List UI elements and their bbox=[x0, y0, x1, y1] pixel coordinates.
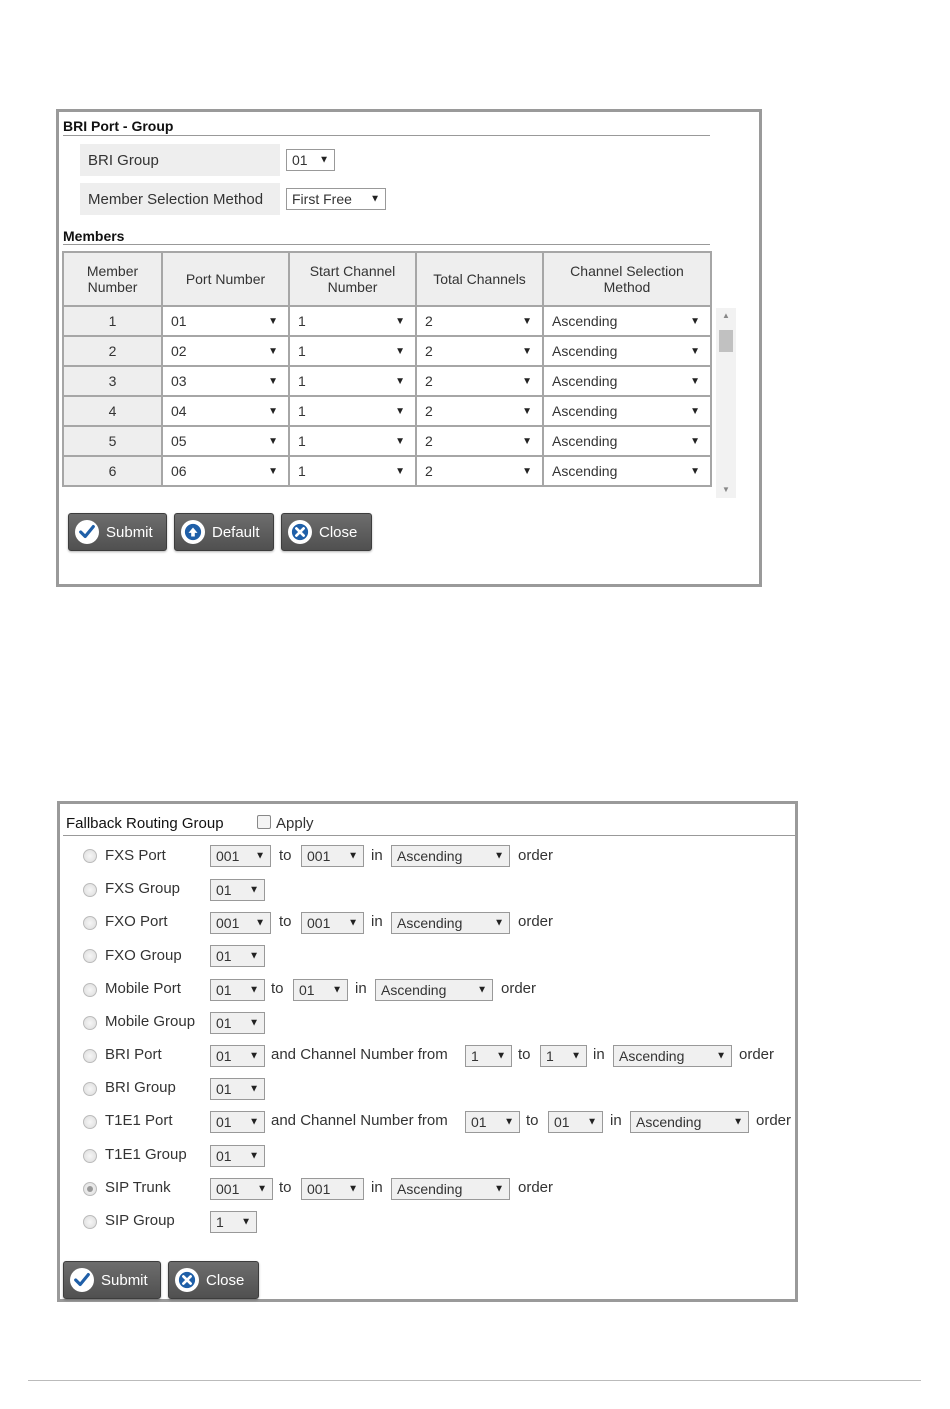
dropdown-arrow-icon: ▼ bbox=[690, 375, 700, 387]
fallback-close-label: Close bbox=[206, 1271, 245, 1289]
bri-channel-to-value: 1 bbox=[546, 1048, 554, 1064]
members-title: Members bbox=[63, 228, 125, 244]
port-value: 01 bbox=[171, 313, 187, 329]
dropdown-arrow-icon: ▼ bbox=[249, 1116, 259, 1128]
mobile-group-label: Mobile Group bbox=[105, 1013, 196, 1030]
table-row bbox=[63, 336, 711, 366]
dropdown-arrow-icon: ▼ bbox=[395, 375, 405, 387]
fxo-port-to-value: 001 bbox=[307, 915, 331, 931]
member-selection-select[interactable] bbox=[286, 188, 386, 210]
channel-method-select[interactable] bbox=[543, 456, 711, 486]
dropdown-arrow-icon: ▼ bbox=[249, 1083, 259, 1095]
table-row bbox=[63, 366, 711, 396]
fxs-group-value: 01 bbox=[216, 882, 232, 898]
submit-label: Submit bbox=[106, 523, 153, 541]
t1e1-channel-from-select[interactable] bbox=[465, 1111, 520, 1133]
dropdown-arrow-icon: ▼ bbox=[690, 345, 700, 357]
start-channel-select[interactable] bbox=[289, 366, 416, 396]
total-channels-select[interactable] bbox=[416, 336, 543, 366]
mobile-port-radio[interactable] bbox=[83, 983, 97, 997]
dropdown-arrow-icon: ▼ bbox=[522, 405, 532, 417]
mobile-port-order-select[interactable] bbox=[375, 979, 493, 1001]
bri-group-value-2: 01 bbox=[216, 1081, 232, 1097]
bri-channel-to-select[interactable] bbox=[540, 1045, 587, 1067]
t1e1-group-label: T1E1 Group bbox=[105, 1146, 187, 1163]
fxo-group-radio[interactable] bbox=[83, 949, 97, 963]
order-text: order bbox=[756, 1112, 792, 1129]
and-channel-text: and Channel Number from bbox=[271, 1046, 448, 1063]
bri-group-label: BRI Group bbox=[80, 144, 280, 176]
and-channel-text: and Channel Number from bbox=[271, 1112, 448, 1129]
bri-group-value: 01 bbox=[292, 152, 308, 168]
start-channel-select[interactable] bbox=[289, 336, 416, 366]
dropdown-arrow-icon: ▼ bbox=[241, 1216, 251, 1228]
sip-trunk-order-value: Ascending bbox=[397, 1181, 463, 1197]
bri-group-select-2[interactable] bbox=[210, 1078, 265, 1100]
dropdown-arrow-icon: ▼ bbox=[348, 850, 358, 862]
sip-group-value: 1 bbox=[216, 1214, 224, 1230]
fxo-port-from-value: 001 bbox=[216, 915, 240, 931]
method-value: Ascending bbox=[552, 313, 618, 329]
dropdown-arrow-icon: ▼ bbox=[522, 345, 532, 357]
mobile-group-select[interactable] bbox=[210, 1012, 265, 1034]
start-value: 1 bbox=[298, 343, 306, 359]
dropdown-arrow-icon: ▼ bbox=[249, 984, 259, 996]
dropdown-arrow-icon: ▼ bbox=[249, 1150, 259, 1162]
t1e1-port-order-select[interactable] bbox=[630, 1111, 749, 1133]
dropdown-arrow-icon: ▼ bbox=[249, 950, 259, 962]
in-text: in bbox=[371, 913, 383, 930]
mobile-port-from-value: 01 bbox=[216, 982, 232, 998]
default-icon bbox=[181, 520, 205, 544]
close-button[interactable] bbox=[281, 513, 372, 551]
channel-method-select[interactable] bbox=[543, 396, 711, 426]
dropdown-arrow-icon: ▼ bbox=[522, 465, 532, 477]
order-text: order bbox=[739, 1046, 775, 1063]
fxo-group-select[interactable] bbox=[210, 945, 265, 967]
dropdown-arrow-icon: ▼ bbox=[319, 154, 329, 166]
bri-port-order-select[interactable] bbox=[613, 1045, 732, 1067]
fallback-submit-label: Submit bbox=[101, 1271, 148, 1289]
total-value: 2 bbox=[425, 313, 433, 329]
member-number: 4 bbox=[63, 396, 162, 426]
order-text: order bbox=[518, 913, 554, 930]
dropdown-arrow-icon: ▼ bbox=[255, 850, 265, 862]
dropdown-arrow-icon: ▼ bbox=[494, 1183, 504, 1195]
fxs-port-radio[interactable] bbox=[83, 849, 97, 863]
scroll-up-icon[interactable]: ▲ bbox=[722, 311, 730, 320]
t1e1-port-order-value: Ascending bbox=[636, 1114, 702, 1130]
dropdown-arrow-icon: ▼ bbox=[370, 193, 380, 205]
fallback-submit-button[interactable] bbox=[63, 1261, 161, 1299]
fallback-divider bbox=[63, 835, 795, 836]
member-number: 2 bbox=[63, 336, 162, 366]
port-select[interactable] bbox=[162, 366, 289, 396]
bri-port-group-panel bbox=[56, 109, 762, 587]
dropdown-arrow-icon: ▼ bbox=[690, 315, 700, 327]
in-text: in bbox=[593, 1046, 605, 1063]
t1e1-channel-to-value: 01 bbox=[554, 1114, 570, 1130]
member-number: 6 bbox=[63, 456, 162, 486]
dropdown-arrow-icon: ▼ bbox=[494, 850, 504, 862]
col-member-number: Member Number bbox=[63, 252, 162, 306]
dropdown-arrow-icon: ▼ bbox=[249, 1017, 259, 1029]
in-text: in bbox=[371, 847, 383, 864]
method-value: Ascending bbox=[552, 403, 618, 419]
method-value: Ascending bbox=[552, 343, 618, 359]
member-number: 3 bbox=[63, 366, 162, 396]
start-channel-select[interactable] bbox=[289, 426, 416, 456]
dropdown-arrow-icon: ▼ bbox=[268, 375, 278, 387]
check-icon bbox=[70, 1268, 94, 1292]
dropdown-arrow-icon: ▼ bbox=[477, 984, 487, 996]
fxs-port-order-value: Ascending bbox=[397, 848, 463, 864]
dropdown-arrow-icon: ▼ bbox=[733, 1116, 743, 1128]
check-icon bbox=[75, 520, 99, 544]
fxs-port-from-select[interactable] bbox=[210, 845, 271, 867]
port-select[interactable] bbox=[162, 456, 289, 486]
close-icon bbox=[288, 520, 312, 544]
sip-group-select[interactable] bbox=[210, 1211, 257, 1233]
dropdown-arrow-icon: ▼ bbox=[496, 1050, 506, 1062]
apply-label: Apply bbox=[276, 815, 314, 832]
port-value: 06 bbox=[171, 463, 187, 479]
scroll-down-icon[interactable]: ▼ bbox=[722, 485, 730, 494]
port-select[interactable] bbox=[162, 396, 289, 426]
mobile-port-to-value: 01 bbox=[299, 982, 315, 998]
page-footer-rule bbox=[28, 1380, 921, 1381]
dropdown-arrow-icon: ▼ bbox=[249, 1050, 259, 1062]
fxs-port-to-value: 001 bbox=[307, 848, 331, 864]
dropdown-arrow-icon: ▼ bbox=[571, 1050, 581, 1062]
order-text: order bbox=[518, 847, 554, 864]
total-value: 2 bbox=[425, 433, 433, 449]
bri-port-order-value: Ascending bbox=[619, 1048, 685, 1064]
fxo-port-to-select[interactable] bbox=[301, 912, 364, 934]
start-value: 1 bbox=[298, 373, 306, 389]
bri-port-group-title: BRI Port - Group bbox=[63, 118, 174, 134]
dropdown-arrow-icon: ▼ bbox=[268, 405, 278, 417]
bri-port-label: BRI Port bbox=[105, 1046, 162, 1063]
members-divider bbox=[63, 244, 710, 245]
method-value: Ascending bbox=[552, 373, 618, 389]
fxs-port-order-select[interactable] bbox=[391, 845, 510, 867]
fxo-port-order-value: Ascending bbox=[397, 915, 463, 931]
fxo-port-radio[interactable] bbox=[83, 916, 97, 930]
start-value: 1 bbox=[298, 433, 306, 449]
total-channels-select[interactable] bbox=[416, 426, 543, 456]
fallback-routing-panel bbox=[57, 801, 798, 1302]
member-selection-value: First Free bbox=[292, 191, 352, 207]
method-value: Ascending bbox=[552, 433, 618, 449]
default-label: Default bbox=[212, 523, 260, 541]
members-scrollbar[interactable] bbox=[716, 308, 736, 498]
start-channel-select[interactable] bbox=[289, 456, 416, 486]
t1e1-channel-from-value: 01 bbox=[471, 1114, 487, 1130]
member-selection-label: Member Selection Method bbox=[80, 183, 280, 215]
table-row bbox=[63, 426, 711, 456]
t1e1-group-radio[interactable] bbox=[83, 1149, 97, 1163]
dropdown-arrow-icon: ▼ bbox=[504, 1116, 514, 1128]
channel-method-select[interactable] bbox=[543, 306, 711, 336]
bri-channel-from-select[interactable] bbox=[465, 1045, 512, 1067]
order-text: order bbox=[501, 980, 537, 997]
dropdown-arrow-icon: ▼ bbox=[395, 315, 405, 327]
fxo-port-label: FXO Port bbox=[105, 913, 168, 930]
sip-trunk-to-select[interactable] bbox=[301, 1178, 364, 1200]
port-select[interactable] bbox=[162, 336, 289, 366]
fallback-title: Fallback Routing Group bbox=[66, 815, 224, 832]
dropdown-arrow-icon: ▼ bbox=[255, 917, 265, 929]
method-value: Ascending bbox=[552, 463, 618, 479]
fxs-group-label: FXS Group bbox=[105, 880, 181, 897]
dropdown-arrow-icon: ▼ bbox=[268, 315, 278, 327]
dropdown-arrow-icon: ▼ bbox=[522, 315, 532, 327]
bri-group-radio[interactable] bbox=[83, 1082, 97, 1096]
to-text: to bbox=[279, 1179, 292, 1196]
port-select[interactable] bbox=[162, 306, 289, 336]
bri-group-label-2: BRI Group bbox=[105, 1079, 176, 1096]
in-text: in bbox=[355, 980, 367, 997]
mobile-port-label: Mobile Port bbox=[105, 980, 181, 997]
fxs-port-to-select[interactable] bbox=[301, 845, 364, 867]
mobile-port-from-select[interactable] bbox=[210, 979, 265, 1001]
sip-group-label: SIP Group bbox=[105, 1212, 175, 1229]
dropdown-arrow-icon: ▼ bbox=[268, 465, 278, 477]
fxs-port-from-value: 001 bbox=[216, 848, 240, 864]
sip-trunk-order-select[interactable] bbox=[391, 1178, 510, 1200]
port-value: 04 bbox=[171, 403, 187, 419]
mobile-port-to-select[interactable] bbox=[293, 979, 348, 1001]
total-value: 2 bbox=[425, 463, 433, 479]
dropdown-arrow-icon: ▼ bbox=[522, 375, 532, 387]
start-value: 1 bbox=[298, 403, 306, 419]
sip-trunk-from-select[interactable] bbox=[210, 1178, 273, 1200]
channel-method-select[interactable] bbox=[543, 366, 711, 396]
dropdown-arrow-icon: ▼ bbox=[268, 345, 278, 357]
total-value: 2 bbox=[425, 373, 433, 389]
start-channel-select[interactable] bbox=[289, 306, 416, 336]
channel-method-select[interactable] bbox=[543, 426, 711, 456]
sip-trunk-to-value: 001 bbox=[307, 1181, 331, 1197]
member-number: 5 bbox=[63, 426, 162, 456]
total-value: 2 bbox=[425, 343, 433, 359]
start-channel-select[interactable] bbox=[289, 396, 416, 426]
dropdown-arrow-icon: ▼ bbox=[348, 1183, 358, 1195]
col-port-number: Port Number bbox=[162, 252, 289, 306]
to-text: to bbox=[279, 913, 292, 930]
fallback-close-button[interactable] bbox=[168, 1261, 259, 1299]
col-start-channel: Start Channel Number bbox=[289, 252, 416, 306]
dropdown-arrow-icon: ▼ bbox=[690, 465, 700, 477]
sip-trunk-radio[interactable] bbox=[83, 1182, 97, 1196]
dropdown-arrow-icon: ▼ bbox=[332, 984, 342, 996]
t1e1-group-select[interactable] bbox=[210, 1145, 265, 1167]
total-channels-select[interactable] bbox=[416, 306, 543, 336]
in-text: in bbox=[610, 1112, 622, 1129]
fxo-port-order-select[interactable] bbox=[391, 912, 510, 934]
table-header-row bbox=[63, 252, 711, 306]
to-text: to bbox=[279, 847, 292, 864]
mobile-group-value: 01 bbox=[216, 1015, 232, 1031]
total-channels-select[interactable] bbox=[416, 396, 543, 426]
start-value: 1 bbox=[298, 463, 306, 479]
bri-group-select[interactable] bbox=[286, 149, 335, 171]
table-row bbox=[63, 396, 711, 426]
channel-method-select[interactable] bbox=[543, 336, 711, 366]
table-row bbox=[63, 456, 711, 486]
dropdown-arrow-icon: ▼ bbox=[522, 435, 532, 447]
table-row bbox=[63, 306, 711, 336]
to-text: to bbox=[518, 1046, 531, 1063]
dropdown-arrow-icon: ▼ bbox=[716, 1050, 726, 1062]
t1e1-port-radio[interactable] bbox=[83, 1115, 97, 1129]
bri-port-radio[interactable] bbox=[83, 1049, 97, 1063]
apply-checkbox[interactable] bbox=[257, 815, 271, 829]
total-channels-select[interactable] bbox=[416, 366, 543, 396]
col-total-channels: Total Channels bbox=[416, 252, 543, 306]
port-value: 02 bbox=[171, 343, 187, 359]
start-value: 1 bbox=[298, 313, 306, 329]
dropdown-arrow-icon: ▼ bbox=[249, 884, 259, 896]
port-value: 03 bbox=[171, 373, 187, 389]
dropdown-arrow-icon: ▼ bbox=[395, 465, 405, 477]
sip-trunk-from-value: 001 bbox=[216, 1181, 240, 1197]
fxo-port-from-select[interactable] bbox=[210, 912, 271, 934]
bri-channel-from-value: 1 bbox=[471, 1048, 479, 1064]
fxs-group-select[interactable] bbox=[210, 879, 265, 901]
in-text: in bbox=[371, 1179, 383, 1196]
dropdown-arrow-icon: ▼ bbox=[494, 917, 504, 929]
submit-button[interactable] bbox=[68, 513, 167, 551]
default-button[interactable] bbox=[174, 513, 274, 551]
col-channel-selection: Channel Selection Method bbox=[543, 252, 711, 306]
member-number: 1 bbox=[63, 306, 162, 336]
mobile-group-radio[interactable] bbox=[83, 1016, 97, 1030]
order-text: order bbox=[518, 1179, 554, 1196]
t1e1-port-label: T1E1 Port bbox=[105, 1112, 173, 1129]
t1e1-port-select[interactable] bbox=[210, 1111, 265, 1133]
fxs-group-radio[interactable] bbox=[83, 883, 97, 897]
dropdown-arrow-icon: ▼ bbox=[268, 435, 278, 447]
dropdown-arrow-icon: ▼ bbox=[257, 1183, 267, 1195]
fxs-port-label: FXS Port bbox=[105, 847, 166, 864]
port-value: 05 bbox=[171, 433, 187, 449]
title-divider bbox=[63, 135, 710, 136]
t1e1-group-value: 01 bbox=[216, 1148, 232, 1164]
members-table bbox=[62, 251, 712, 487]
dropdown-arrow-icon: ▼ bbox=[348, 917, 358, 929]
sip-trunk-label: SIP Trunk bbox=[105, 1179, 171, 1196]
dropdown-arrow-icon: ▼ bbox=[395, 405, 405, 417]
scroll-thumb[interactable] bbox=[719, 330, 733, 352]
close-icon bbox=[175, 1268, 199, 1292]
total-channels-select[interactable] bbox=[416, 456, 543, 486]
sip-group-radio[interactable] bbox=[83, 1215, 97, 1229]
dropdown-arrow-icon: ▼ bbox=[690, 405, 700, 417]
bri-port-select[interactable] bbox=[210, 1045, 265, 1067]
bri-port-value: 01 bbox=[216, 1048, 232, 1064]
dropdown-arrow-icon: ▼ bbox=[690, 435, 700, 447]
dropdown-arrow-icon: ▼ bbox=[395, 435, 405, 447]
to-text: to bbox=[271, 980, 284, 997]
fxo-group-label: FXO Group bbox=[105, 947, 182, 964]
dropdown-arrow-icon: ▼ bbox=[587, 1116, 597, 1128]
close-label: Close bbox=[319, 523, 358, 541]
fxo-group-value: 01 bbox=[216, 948, 232, 964]
total-value: 2 bbox=[425, 403, 433, 419]
mobile-port-order-value: Ascending bbox=[381, 982, 447, 998]
to-text: to bbox=[526, 1112, 539, 1129]
dropdown-arrow-icon: ▼ bbox=[395, 345, 405, 357]
t1e1-port-value: 01 bbox=[216, 1114, 232, 1130]
members-table-clip bbox=[59, 251, 719, 499]
t1e1-channel-to-select[interactable] bbox=[548, 1111, 603, 1133]
port-select[interactable] bbox=[162, 426, 289, 456]
